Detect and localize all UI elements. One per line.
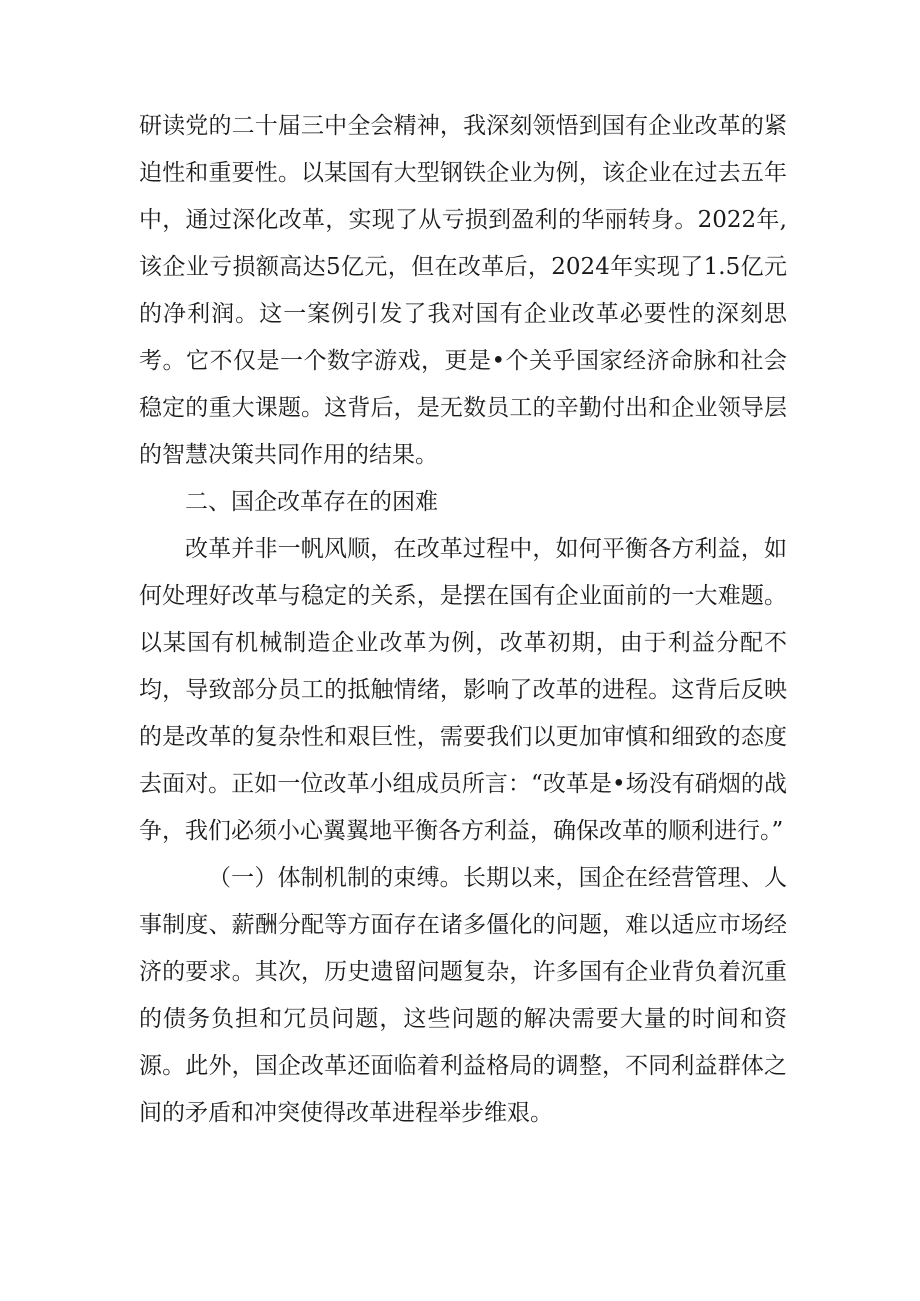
- paragraph-intro-reflection: 研读党的二十届三中全会精神，我深刻领悟到国有企业改革的紧迫性和重要性。以某国有大型钢铁企业为例，该企业在过去五年中，通过深化改革，实现了从亏损到盈利的华丽转身。2022年,该企业亏损额高达5亿元，但在改革后，2024年实现了1.5亿元的净利润。这一案例引发了我对国有企业改革必要性的深刻思考。它不仅是一个数字游戏，更是•个关乎国家经济命脉和社会稳定的重大课题。这背后，是无数员工的辛勤付出和企业领导层的智慧决策共同作用的结果。: [139, 113, 787, 468]
- paragraph-reform-challenges: 改革并非一帆风顺，在改革过程中，如何平衡各方利益，如何处理好改革与稳定的关系，是摆在国有企业面前的一大难题。以某国有机械制造企业改革为例，改革初期，由于利益分配不均，导致部分员工的抵触情绪，影响了改革的进程。这背后反映的是改革的复杂性和艰巨性，需要我们以更加审慎和细致的态度去面对。正如一位改革小组成员所言：“改革是•场没有硝烟的战争，我们必须小心翼翼地平衡各方利益，确保改革的顺利进行。”: [139, 536, 787, 844]
- section-heading-difficulties: 二、国企改革存在的困难: [185, 489, 438, 515]
- paragraph-institutional-constraints: （一）体制机制的束缚。长期以来，国企在经营管理、人事制度、薪酬分配等方面存在诸多僵化的问题，难以适应市场经济的要求。其次，历史遗留问题复杂，许多国有企业背负着沉重的债务负担和冗员问题，这些问题的解决需要大量的时间和资源。此外，国企改革还面临着利益格局的调整，不同利益群体之间的矛盾和冲突使得改革进程举步维艰。: [139, 865, 787, 1126]
- document-body: [139, 103, 787, 1137]
